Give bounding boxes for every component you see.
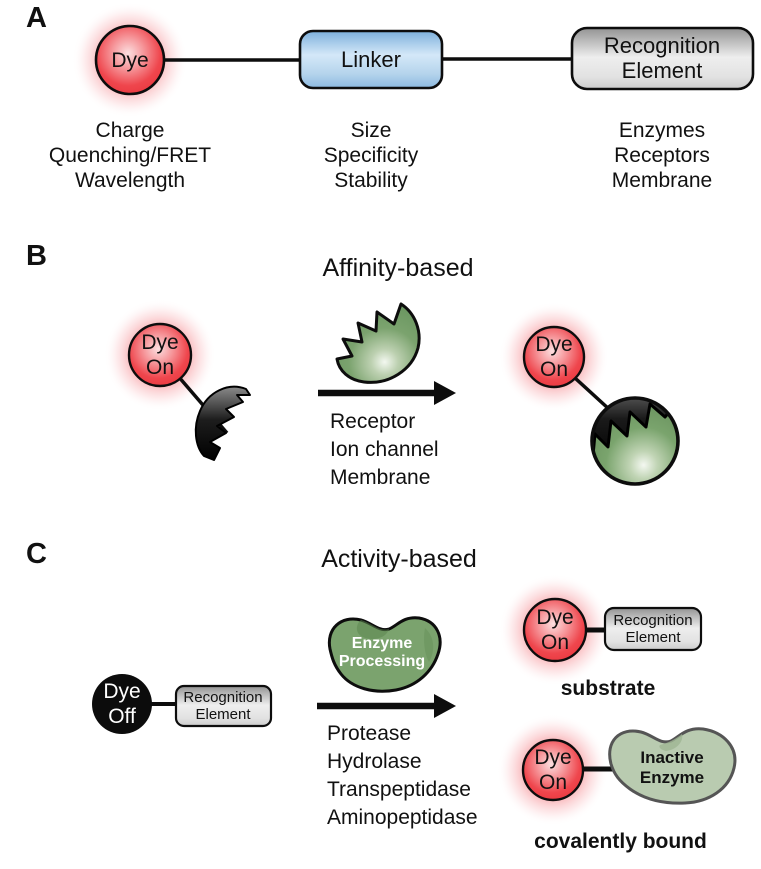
affinity-target: Receptor: [330, 410, 416, 433]
substrate-recognition-line1: Recognition: [613, 612, 693, 629]
probe-recognition-label: [173, 690, 273, 723]
panel-b-title: Affinity-based: [322, 254, 474, 282]
enzyme-processing-line1: Enzyme: [351, 635, 413, 652]
inactive-enzyme-label: [612, 748, 732, 788]
panel-c-label: C: [26, 538, 47, 570]
panel-a-label: A: [26, 2, 47, 34]
linker-property: Specificity: [323, 144, 419, 167]
dye-off-line1: Dye: [103, 680, 141, 703]
recognition-element-label: [587, 33, 737, 83]
enzyme-processing-line2: Processing: [338, 653, 426, 670]
dye-on-label: [505, 605, 605, 655]
enzyme-type: Hydrolase: [327, 750, 422, 773]
receptor-crescent-shape: [196, 387, 250, 460]
panel-c-title: Activity-based: [321, 545, 477, 573]
panel-b-label: B: [26, 240, 47, 272]
substrate-recognition-label: [603, 613, 703, 646]
linker-property: Size: [350, 119, 392, 142]
dye-on-line2: On: [539, 358, 568, 381]
enzyme-processing-label: [322, 635, 442, 671]
enzyme-type: Aminopeptidase: [327, 806, 478, 829]
dye-property: Quenching/FRET: [48, 144, 212, 167]
affinity-targets: [330, 408, 500, 492]
reaction-arrow-head: [434, 381, 456, 405]
dye-on-label: [504, 332, 604, 382]
dye-property: Wavelength: [74, 169, 186, 192]
reaction-arrow-head: [434, 694, 456, 718]
dye-off-line2: Off: [108, 705, 136, 728]
dye-properties: [30, 118, 230, 193]
recognition-element-line2: Element: [621, 58, 703, 83]
affinity-target: Ion channel: [330, 438, 439, 461]
recognition-property: Membrane: [611, 169, 713, 192]
dye-on-line2: On: [538, 771, 567, 794]
linker-label: Linker: [341, 47, 401, 72]
dye-on-line2: On: [145, 356, 174, 379]
recognition-element-line1: Recognition: [603, 33, 721, 58]
covalent-caption: covalently bound: [534, 830, 707, 853]
dye-property: Charge: [95, 119, 165, 142]
enzyme-type: Transpeptidase: [327, 778, 471, 801]
inactive-enzyme-line2: Enzyme: [639, 768, 705, 787]
probe-recognition-line2: Element: [195, 705, 251, 723]
target-protein-shape: [337, 304, 419, 382]
dye-off-label: [72, 679, 172, 729]
dye-on-line1: Dye: [535, 333, 573, 356]
affinity-target: Membrane: [330, 466, 431, 489]
dye-on-label: [110, 330, 210, 380]
enzyme-types: [327, 720, 517, 832]
dye-on-line1: Dye: [536, 606, 574, 629]
linker-properties: [271, 118, 471, 193]
dye-on-label: [503, 745, 603, 795]
substrate-recognition-line2: Element: [625, 628, 681, 646]
linker-property: Stability: [334, 169, 408, 192]
recognition-properties: [562, 118, 761, 193]
inactive-enzyme-line1: Inactive: [640, 748, 704, 767]
substrate-caption: substrate: [560, 677, 656, 700]
enzyme-type: Protease: [327, 722, 412, 745]
probe-recognition-line1: Recognition: [183, 689, 263, 706]
dye-on-line1: Dye: [534, 746, 572, 769]
recognition-property: Receptors: [614, 144, 710, 167]
dye-label: Dye: [111, 49, 149, 72]
recognition-property: Enzymes: [618, 119, 706, 142]
dye-on-line2: On: [540, 631, 569, 654]
dye-on-line1: Dye: [141, 331, 179, 354]
